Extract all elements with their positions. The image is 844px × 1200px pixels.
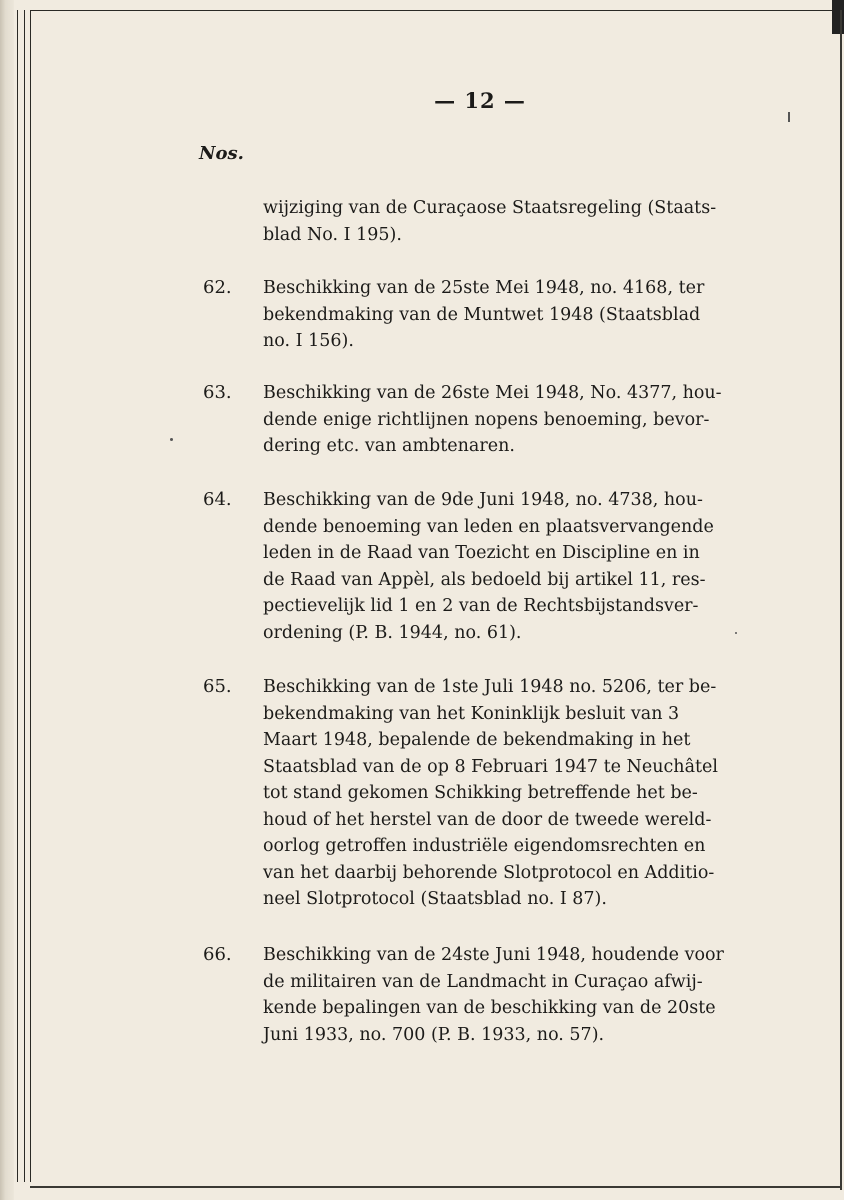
- entry-line: blad No. I 195).: [263, 224, 402, 245]
- page-right-edge: [840, 10, 842, 1190]
- entry-line: oorlog getroffen industriële eigendomsrechten en: [263, 836, 706, 856]
- entry-continuation: [203, 195, 793, 248]
- entry-line: Beschikking van de 24ste Juni 1948, houdende voor: [263, 945, 724, 965]
- entry-62: [203, 275, 793, 355]
- entry-text: [263, 275, 781, 355]
- entry-line: Beschikking van de 9de Juni 1948, no. 4738, hou-: [263, 490, 703, 510]
- paper-speck: [788, 112, 790, 122]
- entry-line: Maart 1948, bepalende de bekendmaking in het: [263, 730, 691, 750]
- entry-line: Beschikking van de 25ste Mei 1948, no. 4168, ter: [263, 278, 705, 298]
- entry-line: leden in de Raad van Toezicht en Discipline en in: [263, 543, 700, 563]
- spine-line: [24, 10, 25, 1182]
- entry-line: tot stand gekomen Schikking betreffende het be-: [263, 783, 698, 803]
- entry-line: de militairen van de Landmacht in Curaçao afwij-: [263, 971, 703, 992]
- entry-number: 66.: [203, 944, 232, 965]
- corner-mark: [832, 0, 844, 34]
- entry-text: [263, 195, 781, 248]
- entry-line: de Raad van Appèl, als bedoeld bij artikel 11, res-: [263, 569, 706, 590]
- entry-63: [203, 380, 793, 460]
- entry-text: [263, 380, 781, 460]
- page-bottom-edge: [30, 1186, 842, 1188]
- entry-text: [263, 487, 781, 646]
- entry-line: Juni 1933, no. 700 (P. B. 1933, no. 57).: [263, 1024, 605, 1045]
- entry-line: Beschikking van de 1ste Juli 1948 no. 5206, ter be-: [263, 677, 717, 697]
- entry-number: 64.: [203, 489, 232, 510]
- entry-line: houd of het herstel van de door de tweede wereld-: [263, 809, 712, 830]
- entry-line: neel Slotprotocol (Staatsblad no. I 87).: [263, 889, 607, 909]
- entry-65: [203, 674, 793, 913]
- entry-line: Beschikking van de 26ste Mei 1948, No. 4377, hou-: [263, 383, 722, 403]
- entry-line: bekendmaking van het Koninklijk besluit van 3: [263, 703, 680, 724]
- entry-number: 63.: [203, 382, 232, 403]
- entry-line: bekendmaking van de Muntwet 1948 (Staatsblad: [263, 304, 701, 325]
- entry-64: [203, 487, 793, 646]
- page-top-edge: [30, 10, 834, 11]
- entry-number: 65.: [203, 676, 232, 697]
- entry-66: [203, 942, 793, 1048]
- nos-column-heading: Nos.: [199, 143, 244, 164]
- entry-text: [263, 674, 781, 913]
- entry-line: van het daarbij behorende Slotprotocol en Additio-: [263, 862, 715, 883]
- entry-line: dende benoeming van leden en plaatsvervangende: [263, 516, 714, 537]
- entry-line: kende bepalingen van de beschikking van de 20ste: [263, 998, 716, 1018]
- entry-line: wijziging van de Curaçaose Staatsregeling (Staats-: [263, 198, 717, 218]
- spine-line: [30, 10, 31, 1182]
- entry-text: [263, 942, 781, 1048]
- entry-number: 62.: [203, 277, 232, 298]
- paper-speck: [170, 438, 173, 441]
- entry-line: pectievelijk lid 1 en 2 van de Rechtsbijstandsver-: [263, 596, 699, 616]
- entry-line: ordening (P. B. 1944, no. 61).: [263, 622, 522, 643]
- entry-line: dering etc. van ambtenaren.: [263, 436, 515, 456]
- page-number: — 12 —: [434, 88, 526, 113]
- spine-line: [17, 10, 18, 1182]
- entry-line: dende enige richtlijnen nopens benoeming, bevor-: [263, 409, 710, 430]
- entry-line: no. I 156).: [263, 331, 354, 351]
- entry-line: Staatsblad van de op 8 Februari 1947 te Neuchâtel: [263, 756, 718, 777]
- book-spine: [0, 0, 14, 1200]
